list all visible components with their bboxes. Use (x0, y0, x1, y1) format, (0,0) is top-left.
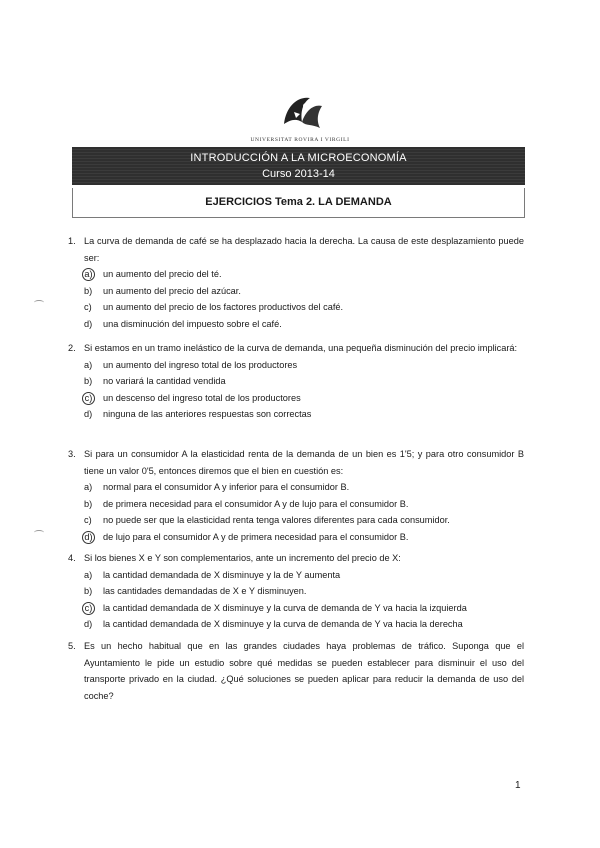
option-letter: a) (84, 359, 93, 370)
question-4 (68, 550, 524, 633)
option-d (84, 316, 524, 333)
option-text: de primera necesidad para el consumidor A y de lujo para el consumidor B. (103, 498, 409, 509)
scan-mark (34, 530, 44, 535)
option-text: no variará la cantidad vendida (103, 376, 226, 387)
option-a (84, 567, 524, 584)
question-3 (68, 446, 524, 546)
option-letter: a) (84, 482, 93, 493)
question-number: 4. (68, 553, 76, 563)
option-letter: d) (84, 318, 93, 329)
option-b (84, 373, 524, 390)
question-stem: La curva de demanda de café se ha desplazado hacia la derecha. La causa de este desplazamiento puede ser: (84, 236, 524, 263)
option-c (84, 600, 524, 617)
question-5 (68, 638, 524, 704)
option-letter: d) (84, 619, 93, 630)
option-text: la cantidad demandada de X disminuye y la de Y aumenta (103, 569, 341, 580)
exercise-title: EJERCICIOS Tema 2. LA DEMANDA (72, 188, 525, 218)
selected-answer-circle: a) (82, 268, 95, 281)
option-letter: c) (84, 302, 92, 313)
question-number: 1. (68, 236, 76, 246)
option-text: no puede ser que la elasticidad renta tenga valores diferentes para cada consumidor. (103, 515, 450, 526)
option-letter: b) (84, 586, 93, 597)
option-a (84, 479, 524, 496)
option-d (84, 616, 524, 633)
question-stem: Si los bienes X e Y son complementarios, ante un incremento del precio de X: (84, 553, 401, 563)
option-letter: c) (84, 515, 92, 526)
question-number: 5. (68, 641, 76, 651)
question-number: 2. (68, 343, 76, 353)
option-letter: d) (84, 409, 93, 420)
university-logo (276, 92, 326, 132)
option-d (84, 406, 524, 423)
option-text: una disminución del impuesto sobre el café. (103, 318, 282, 329)
option-text: un aumento del precio del té. (103, 269, 222, 280)
course-title: INTRODUCCIÓN A LA MICROECONOMÍA (190, 152, 407, 164)
option-text: un aumento del precio del azúcar. (103, 285, 241, 296)
question-number: 3. (68, 449, 76, 459)
course-year: Curso 2013-14 (262, 168, 335, 180)
option-c (84, 512, 524, 529)
option-b (84, 283, 524, 300)
option-d (84, 529, 524, 546)
option-c (84, 390, 524, 407)
option-text: un descenso del ingreso total de los productores (103, 392, 301, 403)
option-text: las cantidades demandadas de X e Y disminuyen. (103, 586, 307, 597)
question-stem: Si estamos en un tramo inelástico de la curva de demanda, una pequeña disminución del precio implicará: (84, 343, 518, 353)
page-number: 1 (515, 780, 521, 791)
selected-answer-circle: c) (82, 602, 95, 615)
option-letter: b) (84, 498, 93, 509)
option-text: normal para el consumidor A y inferior para el consumidor B. (103, 482, 350, 493)
option-b (84, 583, 524, 600)
option-text: ninguna de las anteriores respuestas son correctas (103, 409, 312, 420)
option-c (84, 299, 524, 316)
option-letter: b) (84, 285, 93, 296)
question-1 (68, 233, 524, 333)
option-text: un aumento del precio de los factores productivos del café. (103, 302, 344, 313)
option-b (84, 496, 524, 513)
university-name: UNIVERSITAT ROVIRA I VIRGILI (250, 137, 350, 143)
option-a (84, 357, 524, 374)
selected-answer-circle: d) (82, 531, 95, 544)
question-stem: Si para un consumidor A la elasticidad renta de la demanda de un bien es 1'5; y para otro consumidor B tiene un valor 0'5, entonces diremos que el bien en cuestión es: (84, 449, 524, 476)
option-text: de lujo para el consumidor A y de primera necesidad para el consumidor B. (103, 531, 409, 542)
selected-answer-circle: c) (82, 392, 95, 405)
option-text: un aumento del ingreso total de los productores (103, 359, 298, 370)
question-2 (68, 340, 524, 423)
option-text: la cantidad demandada de X disminuye y la curva de demanda de Y va hacia la derecha (103, 619, 463, 630)
option-a (84, 266, 524, 283)
option-letter: a) (84, 569, 93, 580)
option-text: la cantidad demandada de X disminuye y la curva de demanda de Y va hacia la izquierda (103, 602, 467, 613)
question-stem: Es un hecho habitual que en las grandes ciudades haya problemas de tráfico. Suponga que el Ayuntamiento le pide un estudio sobre qué medidas se pueden establecer para disminuir el uso del transporte privado en la ciudad. ¿Qué soluciones se pueden aplicar para reducir la demanda de uso del coche? (84, 641, 524, 701)
course-header (72, 147, 525, 185)
option-letter: b) (84, 376, 93, 387)
scan-mark (34, 300, 44, 305)
